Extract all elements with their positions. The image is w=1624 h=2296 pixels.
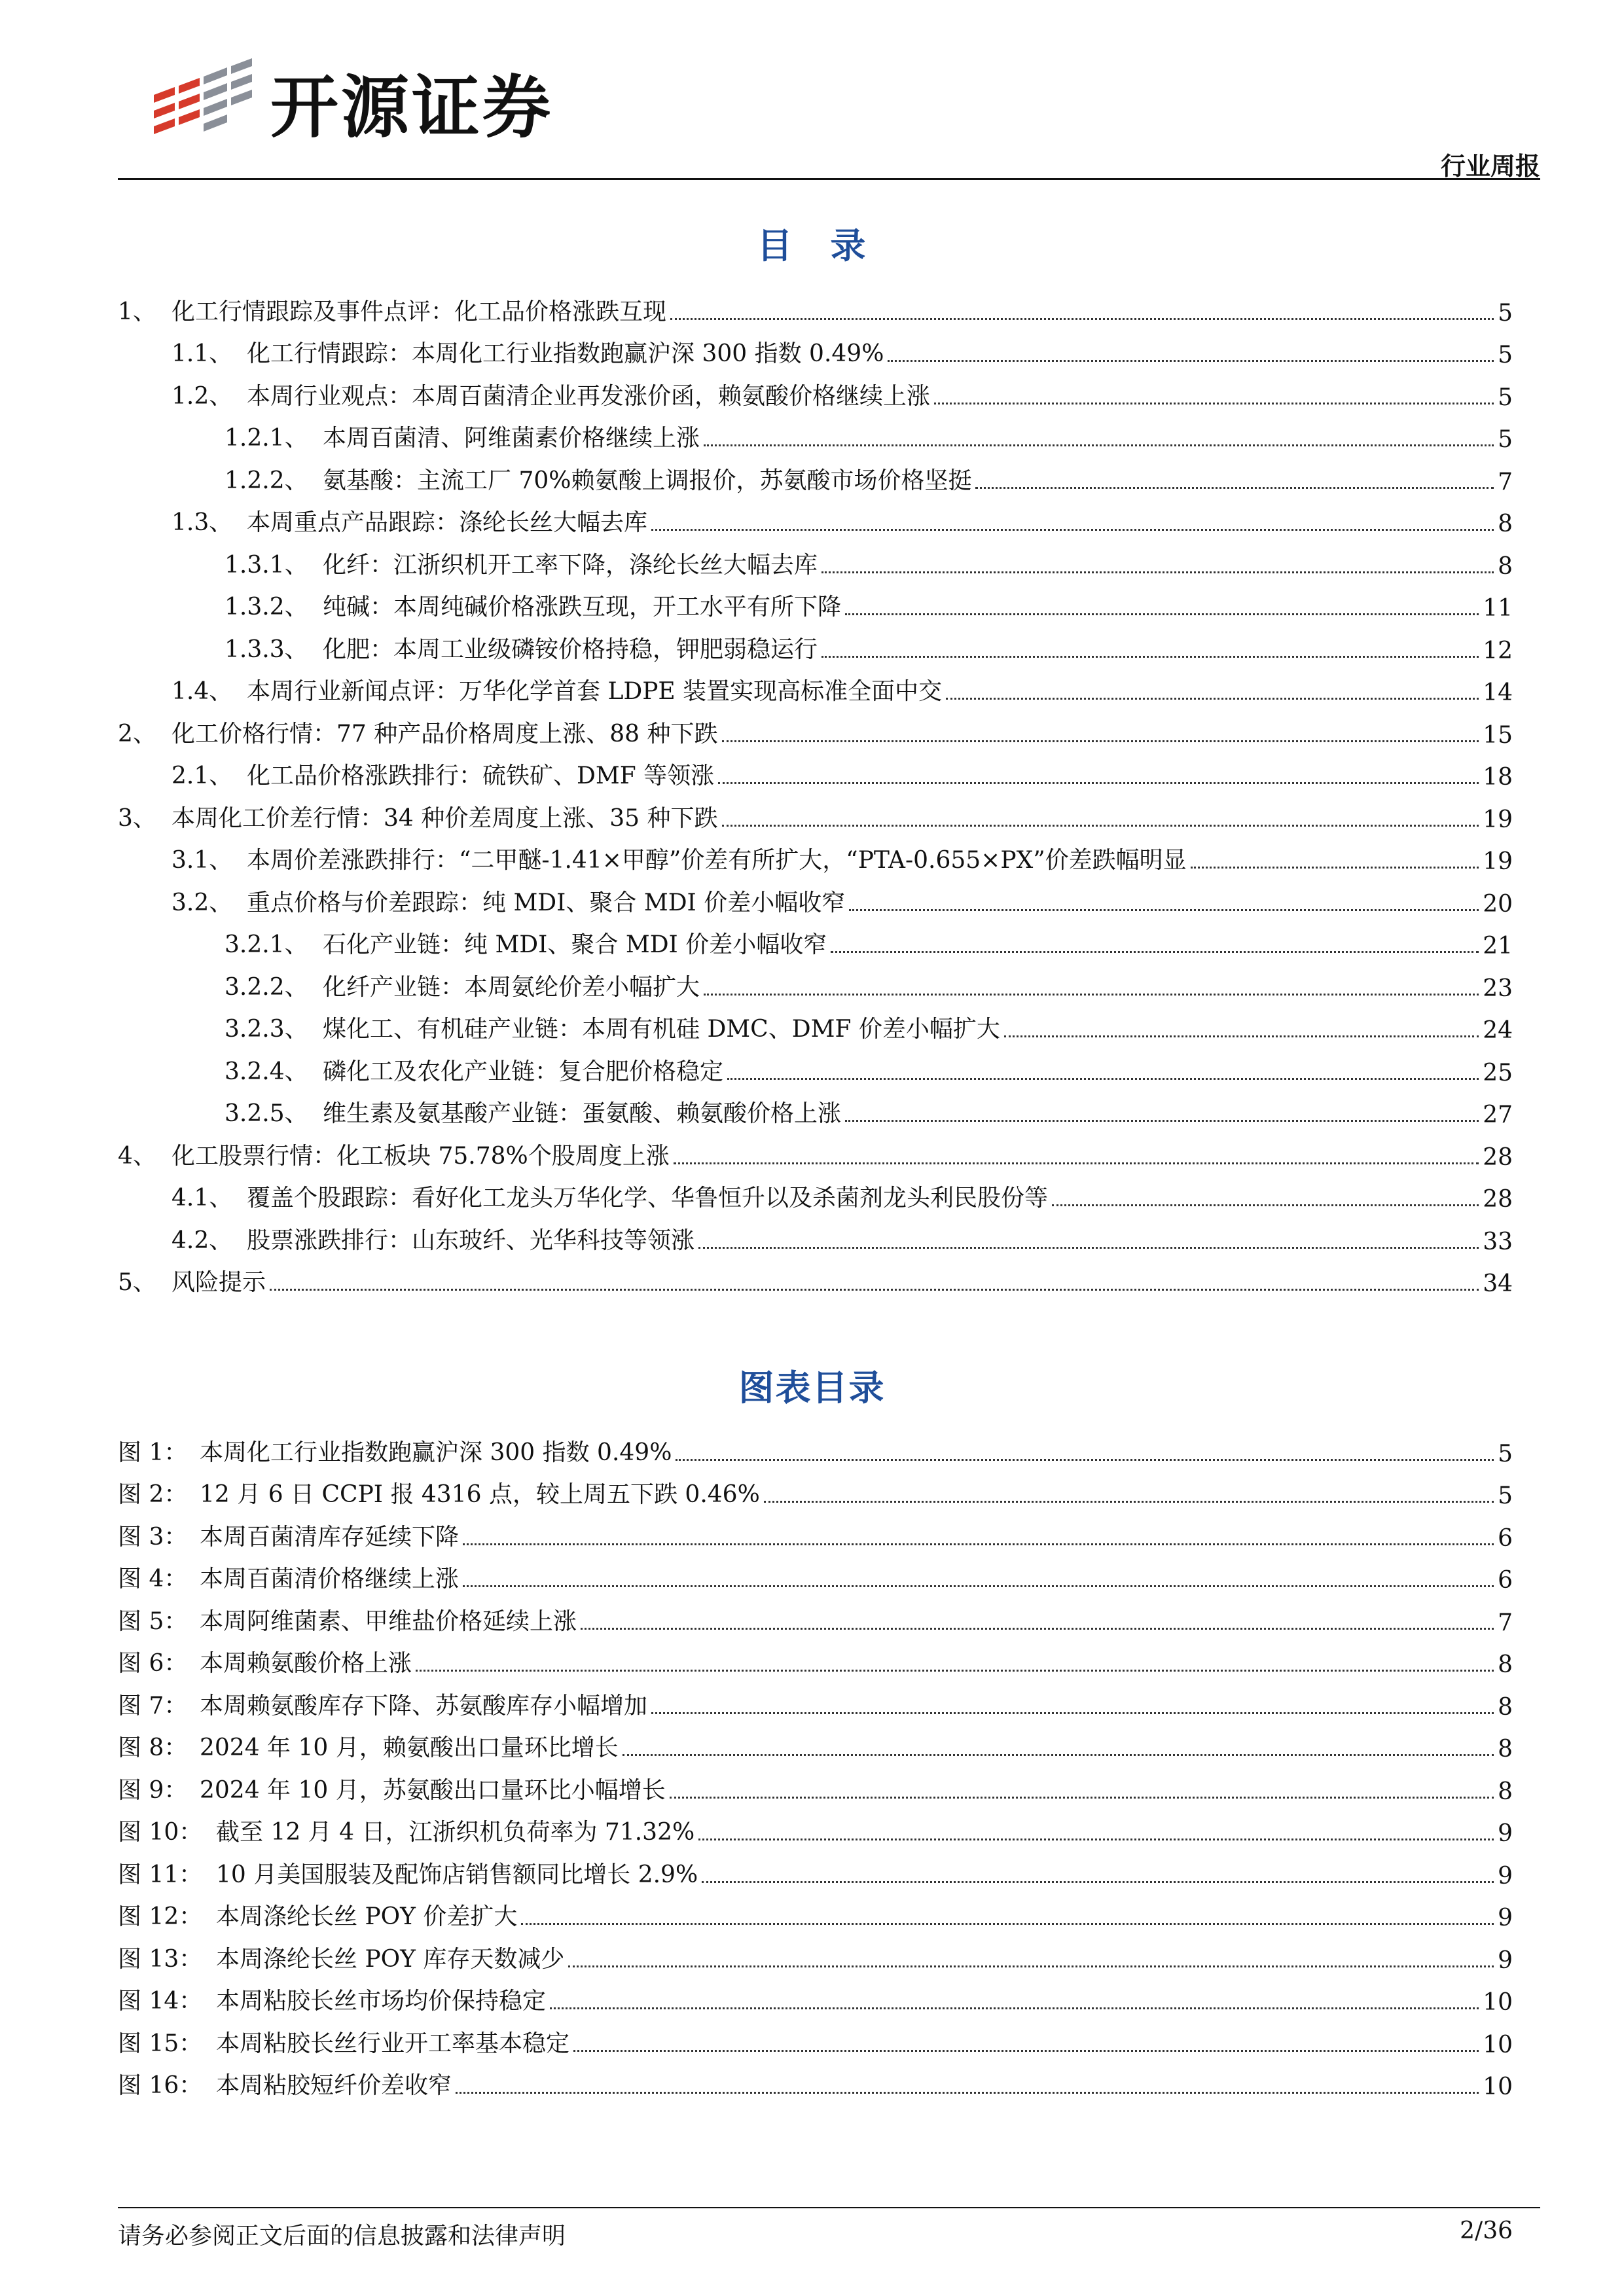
toc-entry[interactable]: 3.2.3、 煤化工、有机硅产业链：本周有机硅 DMC、DMF 价差小幅扩大 24: [225, 1016, 1513, 1044]
company-logo: [147, 56, 553, 147]
toc-entry[interactable]: 1、 化工行情跟踪及事件点评：化工品价格涨跌互现 5: [118, 298, 1513, 327]
toc-entry[interactable]: 3.2、 重点价格与价差跟踪：纯 MDI、聚合 MDI 价差小幅收窄 20: [171, 889, 1513, 918]
figure-entry[interactable]: 图 1： 本周化工行业指数跑赢沪深 300 指数 0.49% 5: [118, 1439, 1513, 1467]
figure-entry[interactable]: 图 14： 本周粘胶长丝市场均价保持稳定 10: [118, 1988, 1513, 2016]
toc-entry[interactable]: 2、 化工价格行情：77 种产品价格周度上涨、88 种下跌 15: [118, 720, 1513, 749]
figure-entry[interactable]: 图 5： 本周阿维菌素、甲维盐价格延续上涨 7: [118, 1607, 1513, 1636]
toc-entry[interactable]: 4.2、 股票涨跌排行：山东玻纤、光华科技等领涨 33: [171, 1227, 1513, 1255]
figure-entry[interactable]: 图 3： 本周百菌清库存延续下降 6: [118, 1523, 1513, 1552]
toc-entry[interactable]: 1.1、 化工行情跟踪：本周化工行业指数跑赢沪深 300 指数 0.49% 5: [171, 340, 1513, 368]
figure-entry[interactable]: 图 7： 本周赖氨酸库存下降、苏氨酸库存小幅增加 8: [118, 1692, 1513, 1721]
figure-entry[interactable]: 图 9： 2024 年 10 月，苏氨酸出口量环比小幅增长 8: [118, 1776, 1513, 1805]
brand-name: 开源证券: [270, 67, 554, 147]
toc-entry[interactable]: 1.4、 本周行业新闻点评：万华化学首套 LDPE 装置实现高标准全面中交 14: [171, 678, 1513, 706]
report-type: 行业周报: [1440, 151, 1540, 181]
figure-entry[interactable]: 图 8： 2024 年 10 月，赖氨酸出口量环比增长 8: [118, 1734, 1513, 1763]
kaiyuan-logo-icon: [147, 56, 259, 147]
figure-entry[interactable]: 图 13： 本周涤纶长丝 POY 库存天数减少 9: [118, 1945, 1513, 1974]
toc-entry[interactable]: 1.2.1、 本周百菌清、阿维菌素价格继续上涨 5: [225, 425, 1513, 453]
toc-entry[interactable]: 3.2.1、 石化产业链：纯 MDI、聚合 MDI 价差小幅收窄 21: [225, 931, 1513, 960]
figure-entry[interactable]: 图 4： 本周百菌清价格继续上涨 6: [118, 1566, 1513, 1594]
toc-entry[interactable]: 1.3.1、 化纤：江浙织机开工率下降，涤纶长丝大幅去库 8: [225, 551, 1513, 580]
figure-entry[interactable]: 图 12： 本周涤纶长丝 POY 价差扩大 9: [118, 1903, 1513, 1931]
toc-entry[interactable]: 3.1、 本周价差涨跌排行：“二甲醚-1.41×甲醇”价差有所扩大，“PTA-0.655×PX”价差跌幅明显 19: [171, 847, 1513, 875]
disclaimer-text: 请务必参阅正文后面的信息披露和法律声明: [118, 2223, 566, 2250]
footer-divider: [118, 2207, 1540, 2208]
figure-entry[interactable]: 图 6： 本周赖氨酸价格上涨 8: [118, 1650, 1513, 1678]
header-divider: [118, 178, 1540, 180]
figure-entry[interactable]: 图 10： 截至 12 月 4 日，江浙织机负荷率为 71.32% 9: [118, 1819, 1513, 1847]
toc-entry[interactable]: 1.2.2、 氨基酸：主流工厂 70%赖氨酸上调报价，苏氨酸市场价格坚挺 7: [225, 467, 1513, 495]
toc-entry[interactable]: 3.2.2、 化纤产业链：本周氨纶价差小幅扩大 23: [225, 973, 1513, 1002]
figure-entry[interactable]: 图 15： 本周粘胶长丝行业开工率基本稳定 10: [118, 2030, 1513, 2058]
figure-entry[interactable]: 图 11： 10 月美国服装及配饰店销售额同比增长 2.9% 9: [118, 1861, 1513, 1890]
figure-entry[interactable]: 图 2： 12 月 6 日 CCPI 报 4316 点，较上周五下跌 0.46% 5: [118, 1481, 1513, 1509]
figure-entry[interactable]: 图 16： 本周粘胶短纤价差收窄 10: [118, 2072, 1513, 2100]
figure-list: [118, 1425, 1513, 2100]
toc-entry[interactable]: 4、 化工股票行情：化工板块 75.78%个股周度上涨 28: [118, 1142, 1513, 1171]
page-number: 2/36: [1460, 2217, 1513, 2244]
toc-entry[interactable]: 1.2、 本周行业观点：本周百菌清企业再发涨价函，赖氨酸价格继续上涨 5: [171, 382, 1513, 411]
toc-entry[interactable]: 5、 风险提示 34: [118, 1269, 1513, 1297]
toc-entry[interactable]: 2.1、 化工品价格涨跌排行：硫铁矿、DMF 等领涨 18: [171, 762, 1513, 791]
figures-title: 图表目录: [738, 1367, 886, 1408]
toc-entry[interactable]: 3、 本周化工价差行情：34 种价差周度上涨、35 种下跌 19: [118, 804, 1513, 833]
toc-entry[interactable]: 1.3、 本周重点产品跟踪：涤纶长丝大幅去库 8: [171, 509, 1513, 537]
toc-entry[interactable]: 1.3.3、 化肥：本周工业级磷铵价格持稳，钾肥弱稳运行 12: [225, 636, 1513, 664]
toc-entry[interactable]: 3.2.4、 磷化工及农化产业链：复合肥价格稳定 25: [225, 1058, 1513, 1086]
toc-entry[interactable]: 1.3.2、 纯碱：本周纯碱价格涨跌互现，开工水平有所下降 11: [225, 594, 1513, 622]
toc-entry[interactable]: 4.1、 覆盖个股跟踪：看好化工龙头万华化学、华鲁恒升以及杀菌剂龙头利民股份等 28: [171, 1185, 1513, 1213]
toc-list: [118, 284, 1513, 1297]
toc-title: 目 录: [757, 224, 867, 266]
toc-entry[interactable]: 3.2.5、 维生素及氨基酸产业链：蛋氨酸、赖氨酸价格上涨 27: [225, 1100, 1513, 1128]
